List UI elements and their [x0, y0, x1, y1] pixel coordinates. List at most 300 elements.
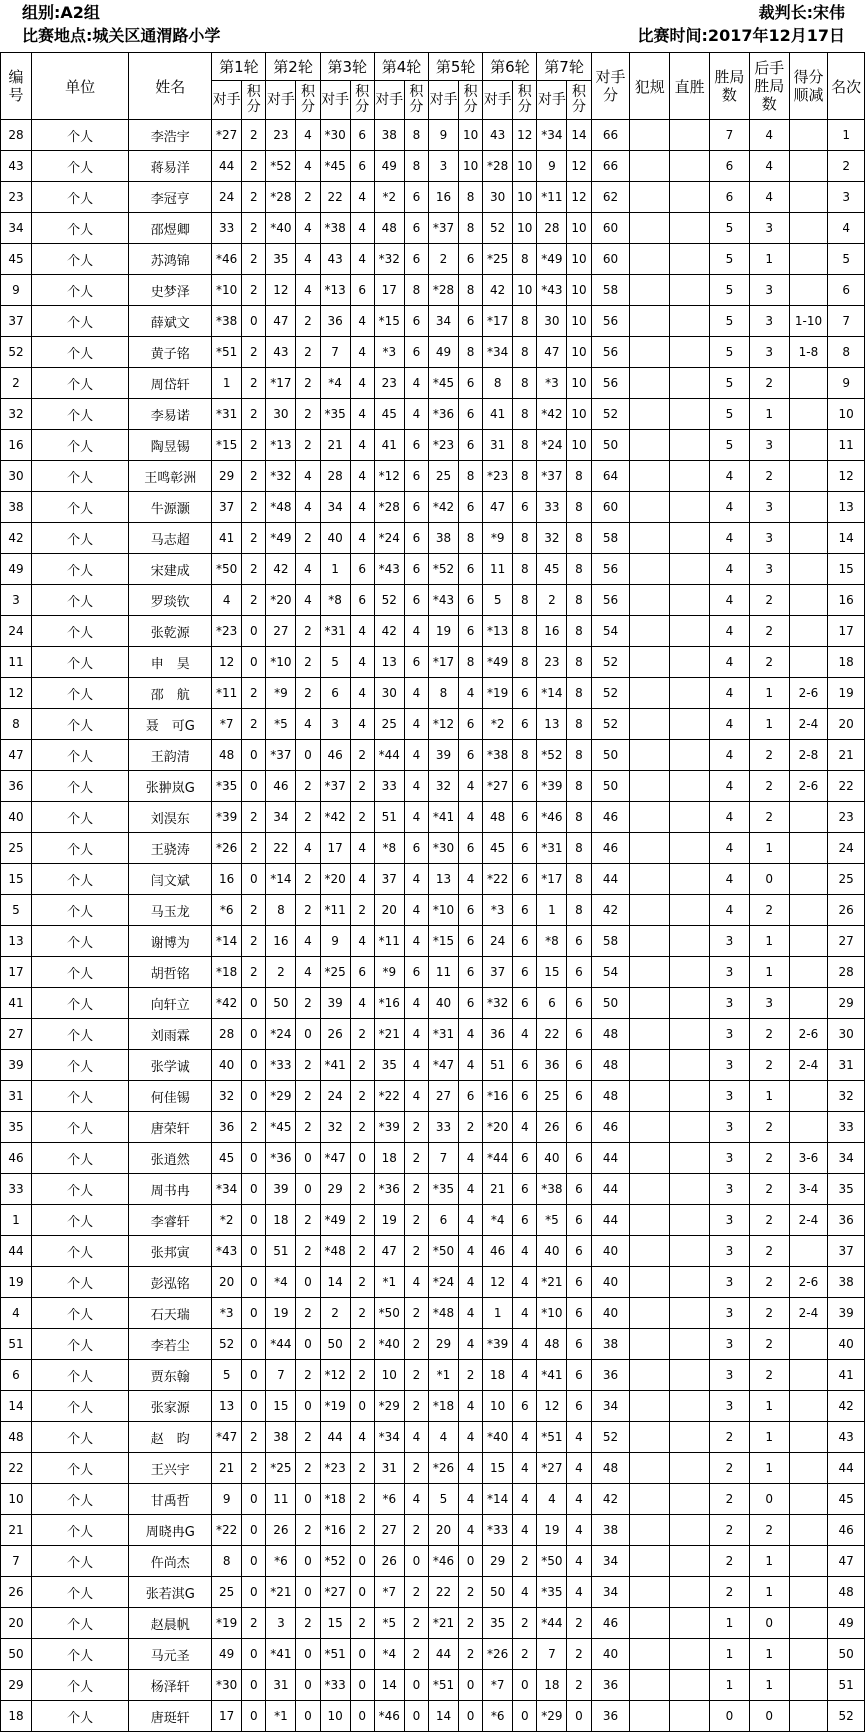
cell-round-2-score: 4 — [296, 709, 320, 740]
cell-round-3-score: 2 — [350, 1050, 374, 1081]
cell-foul — [630, 399, 670, 430]
cell-opponent-total: 56 — [591, 554, 630, 585]
cell-round-3-score: 6 — [350, 585, 374, 616]
cell-rank: 51 — [828, 1670, 865, 1701]
cell-round-2-score: 4 — [296, 244, 320, 275]
cell-number: 25 — [1, 833, 32, 864]
cell-direct-win — [670, 1360, 710, 1391]
cell-number: 7 — [1, 1546, 32, 1577]
cell-round-4-score: 4 — [404, 709, 428, 740]
cell-foul — [630, 1484, 670, 1515]
cell-round-7-opponent: 16 — [537, 616, 567, 647]
cell-rank: 9 — [828, 368, 865, 399]
cell-round-6-score: 8 — [513, 740, 537, 771]
cell-round-7-score: 8 — [567, 678, 591, 709]
cell-name: 李易诺 — [129, 399, 212, 430]
cell-round-7-opponent: *42 — [537, 399, 567, 430]
cell-round-1-score: 0 — [242, 1236, 266, 1267]
cell-opponent-total: 48 — [591, 1050, 630, 1081]
cell-opponent-total: 50 — [591, 740, 630, 771]
cell-round-1-score: 2 — [242, 1453, 266, 1484]
cell-round-5-score: 6 — [458, 554, 482, 585]
cell-back-wins: 1 — [749, 926, 789, 957]
cell-round-2-opponent: *28 — [266, 182, 296, 213]
cell-round-3-opponent: *51 — [320, 1639, 350, 1670]
cell-round-7-score: 6 — [567, 1267, 591, 1298]
cell-back-wins: 1 — [749, 957, 789, 988]
cell-round-4-opponent: 37 — [374, 864, 404, 895]
cell-direct-win — [670, 554, 710, 585]
cell-score-reduce — [789, 554, 828, 585]
cell-round-2-opponent: 15 — [266, 1391, 296, 1422]
cell-rank: 27 — [828, 926, 865, 957]
cell-unit: 个人 — [31, 337, 128, 368]
cell-foul — [630, 709, 670, 740]
cell-opponent-total: 36 — [591, 1360, 630, 1391]
cell-unit: 个人 — [31, 802, 128, 833]
cell-opponent-total: 54 — [591, 616, 630, 647]
cell-name: 李冠亨 — [129, 182, 212, 213]
cell-round-1-score: 2 — [242, 182, 266, 213]
cell-round-6-score: 8 — [513, 337, 537, 368]
cell-round-5-opponent: *37 — [429, 213, 459, 244]
cell-wins: 3 — [710, 1298, 750, 1329]
cell-round-4-score: 4 — [404, 1081, 428, 1112]
cell-round-2-score: 0 — [296, 1391, 320, 1422]
cell-round-4-score: 2 — [404, 1391, 428, 1422]
cell-back-wins: 2 — [749, 647, 789, 678]
cell-number: 31 — [1, 1081, 32, 1112]
cell-round-2-score: 4 — [296, 151, 320, 182]
cell-score-reduce: 2-4 — [789, 1205, 828, 1236]
cell-unit: 个人 — [31, 1236, 128, 1267]
cell-direct-win — [670, 399, 710, 430]
cell-round-7-opponent: 4 — [537, 1484, 567, 1515]
cell-round-5-opponent: 4 — [429, 1422, 459, 1453]
cell-round-7-score: 8 — [567, 802, 591, 833]
cell-round-4-score: 2 — [404, 1577, 428, 1608]
cell-round-3-opponent: 32 — [320, 1112, 350, 1143]
cell-round-6-opponent: *2 — [483, 709, 513, 740]
cell-round-2-score: 2 — [296, 337, 320, 368]
col-header-direct-win: 直胜 — [670, 53, 710, 120]
cell-round-7-score: 6 — [567, 926, 591, 957]
cell-name: 张乾源 — [129, 616, 212, 647]
cell-round-5-opponent: *31 — [429, 1019, 459, 1050]
cell-number: 32 — [1, 399, 32, 430]
cell-round-7-score: 8 — [567, 585, 591, 616]
cell-round-1-opponent: 9 — [212, 1484, 242, 1515]
cell-round-3-opponent: *4 — [320, 368, 350, 399]
cell-round-1-score: 0 — [242, 771, 266, 802]
cell-direct-win — [670, 802, 710, 833]
col-header-back-wins: 后手胜局数 — [749, 53, 789, 120]
cell-name: 贾东翰 — [129, 1360, 212, 1391]
cell-name: 谢博为 — [129, 926, 212, 957]
cell-round-1-score: 0 — [242, 1515, 266, 1546]
cell-round-1-opponent: 21 — [212, 1453, 242, 1484]
cell-number: 8 — [1, 709, 32, 740]
cell-round-5-opponent: 6 — [429, 1205, 459, 1236]
cell-direct-win — [670, 1515, 710, 1546]
cell-round-2-opponent: 8 — [266, 895, 296, 926]
cell-round-4-opponent: *4 — [374, 1639, 404, 1670]
cell-direct-win — [670, 213, 710, 244]
cell-name: 李睿轩 — [129, 1205, 212, 1236]
cell-round-1-score: 2 — [242, 1422, 266, 1453]
col-header-opponent: 对手 — [429, 81, 459, 120]
cell-round-5-score: 6 — [458, 895, 482, 926]
cell-round-2-opponent: 47 — [266, 306, 296, 337]
cell-round-4-opponent: 14 — [374, 1670, 404, 1701]
table-row — [1, 523, 865, 554]
cell-round-3-score: 2 — [350, 802, 374, 833]
cell-round-6-score: 10 — [513, 151, 537, 182]
cell-back-wins: 3 — [749, 213, 789, 244]
cell-round-5-score: 0 — [458, 1670, 482, 1701]
cell-wins: 4 — [710, 864, 750, 895]
cell-unit: 个人 — [31, 1608, 128, 1639]
table-row — [1, 1112, 865, 1143]
cell-back-wins: 1 — [749, 678, 789, 709]
cell-round-6-opponent: *23 — [483, 461, 513, 492]
cell-round-4-opponent: *6 — [374, 1484, 404, 1515]
cell-round-3-opponent: 34 — [320, 492, 350, 523]
cell-round-7-score: 6 — [567, 1112, 591, 1143]
cell-round-4-score: 2 — [404, 1608, 428, 1639]
cell-number: 22 — [1, 1453, 32, 1484]
cell-unit: 个人 — [31, 1391, 128, 1422]
cell-round-5-score: 6 — [458, 399, 482, 430]
cell-round-5-score: 8 — [458, 182, 482, 213]
cell-round-6-opponent: *20 — [483, 1112, 513, 1143]
cell-round-7-opponent: *3 — [537, 368, 567, 399]
cell-round-6-score: 12 — [513, 120, 537, 151]
cell-unit: 个人 — [31, 1701, 128, 1732]
cell-foul — [630, 1329, 670, 1360]
cell-round-4-score: 4 — [404, 1050, 428, 1081]
cell-round-1-score: 2 — [242, 337, 266, 368]
cell-foul — [630, 1670, 670, 1701]
table-row — [1, 244, 865, 275]
cell-round-3-score: 4 — [350, 926, 374, 957]
cell-opponent-total: 66 — [591, 120, 630, 151]
cell-round-3-score: 0 — [350, 1639, 374, 1670]
cell-round-3-opponent: 26 — [320, 1019, 350, 1050]
venue-label: 比赛地点:城关区通渭路小学 — [22, 26, 221, 45]
cell-round-7-score: 10 — [567, 337, 591, 368]
cell-round-1-score: 2 — [242, 523, 266, 554]
cell-round-5-opponent: 14 — [429, 1701, 459, 1732]
cell-number: 30 — [1, 461, 32, 492]
cell-round-1-score: 0 — [242, 1298, 266, 1329]
cell-round-7-opponent: 13 — [537, 709, 567, 740]
group-label: 组别:A2组 — [22, 3, 100, 22]
cell-round-6-opponent: *44 — [483, 1143, 513, 1174]
cell-round-7-score: 14 — [567, 120, 591, 151]
cell-foul — [630, 1081, 670, 1112]
cell-round-6-score: 8 — [513, 523, 537, 554]
cell-wins: 3 — [710, 1267, 750, 1298]
cell-foul — [630, 368, 670, 399]
cell-round-5-opponent: *43 — [429, 585, 459, 616]
cell-round-3-opponent: *38 — [320, 213, 350, 244]
cell-round-1-score: 0 — [242, 1360, 266, 1391]
cell-direct-win — [670, 1174, 710, 1205]
cell-round-6-opponent: 46 — [483, 1236, 513, 1267]
cell-score-reduce — [789, 461, 828, 492]
cell-round-5-score: 8 — [458, 213, 482, 244]
cell-round-2-opponent: 43 — [266, 337, 296, 368]
cell-round-6-score: 6 — [513, 1174, 537, 1205]
cell-round-1-opponent: *23 — [212, 616, 242, 647]
cell-round-7-opponent: *10 — [537, 1298, 567, 1329]
col-header-foul: 犯规 — [630, 53, 670, 120]
table-row — [1, 1453, 865, 1484]
cell-round-6-opponent: *16 — [483, 1081, 513, 1112]
cell-round-4-score: 2 — [404, 1453, 428, 1484]
cell-back-wins: 1 — [749, 1577, 789, 1608]
cell-round-7-score: 8 — [567, 554, 591, 585]
cell-round-1-opponent: *51 — [212, 337, 242, 368]
cell-round-4-opponent: *40 — [374, 1329, 404, 1360]
cell-unit: 个人 — [31, 554, 128, 585]
cell-round-3-opponent: *37 — [320, 771, 350, 802]
cell-round-7-opponent: *37 — [537, 461, 567, 492]
cell-unit: 个人 — [31, 616, 128, 647]
cell-round-2-opponent: 38 — [266, 1422, 296, 1453]
cell-round-1-opponent: 24 — [212, 182, 242, 213]
cell-unit: 个人 — [31, 740, 128, 771]
cell-wins: 3 — [710, 1112, 750, 1143]
cell-round-7-opponent: *35 — [537, 1577, 567, 1608]
cell-round-6-score: 8 — [513, 585, 537, 616]
cell-round-4-score: 2 — [404, 1236, 428, 1267]
cell-number: 40 — [1, 802, 32, 833]
cell-round-7-score: 4 — [567, 1484, 591, 1515]
cell-round-7-opponent: 48 — [537, 1329, 567, 1360]
cell-round-7-score: 8 — [567, 771, 591, 802]
cell-back-wins: 1 — [749, 1081, 789, 1112]
cell-round-2-opponent: *48 — [266, 492, 296, 523]
cell-back-wins: 2 — [749, 1236, 789, 1267]
cell-round-3-score: 4 — [350, 523, 374, 554]
cell-round-2-opponent: 19 — [266, 1298, 296, 1329]
cell-round-5-opponent: 38 — [429, 523, 459, 554]
cell-round-2-opponent: *4 — [266, 1267, 296, 1298]
cell-rank: 14 — [828, 523, 865, 554]
cell-number: 37 — [1, 306, 32, 337]
cell-round-3-score: 4 — [350, 430, 374, 461]
cell-back-wins: 0 — [749, 864, 789, 895]
cell-round-5-opponent: 7 — [429, 1143, 459, 1174]
cell-round-6-opponent: *33 — [483, 1515, 513, 1546]
cell-round-2-score: 2 — [296, 771, 320, 802]
cell-round-2-score: 2 — [296, 1236, 320, 1267]
cell-score-reduce — [789, 1701, 828, 1732]
cell-opponent-total: 46 — [591, 833, 630, 864]
cell-direct-win — [670, 957, 710, 988]
cell-back-wins: 2 — [749, 802, 789, 833]
cell-name: 王鸣彰洲 — [129, 461, 212, 492]
cell-round-2-score: 4 — [296, 585, 320, 616]
cell-round-1-score: 2 — [242, 120, 266, 151]
cell-number: 9 — [1, 275, 32, 306]
cell-round-3-score: 4 — [350, 616, 374, 647]
cell-opponent-total: 36 — [591, 1670, 630, 1701]
cell-round-7-opponent: *43 — [537, 275, 567, 306]
cell-round-3-opponent: 17 — [320, 833, 350, 864]
cell-round-3-opponent: *31 — [320, 616, 350, 647]
cell-round-1-opponent: 49 — [212, 1639, 242, 1670]
cell-opponent-total: 52 — [591, 1422, 630, 1453]
cell-direct-win — [670, 585, 710, 616]
cell-number: 12 — [1, 678, 32, 709]
cell-back-wins: 3 — [749, 492, 789, 523]
cell-round-7-opponent: *5 — [537, 1205, 567, 1236]
cell-rank: 30 — [828, 1019, 865, 1050]
cell-wins: 3 — [710, 1050, 750, 1081]
cell-round-1-opponent: *46 — [212, 244, 242, 275]
cell-round-2-opponent: 50 — [266, 988, 296, 1019]
cell-round-2-opponent: 35 — [266, 244, 296, 275]
cell-round-4-score: 4 — [404, 864, 428, 895]
cell-round-2-score: 2 — [296, 678, 320, 709]
table-row — [1, 1267, 865, 1298]
cell-round-6-score: 2 — [513, 1639, 537, 1670]
cell-name: 黄子铭 — [129, 337, 212, 368]
cell-round-1-score: 0 — [242, 647, 266, 678]
cell-round-5-score: 4 — [458, 1174, 482, 1205]
cell-round-2-score: 0 — [296, 1143, 320, 1174]
cell-rank: 7 — [828, 306, 865, 337]
cell-round-6-opponent: 37 — [483, 957, 513, 988]
cell-round-3-score: 2 — [350, 1360, 374, 1391]
cell-wins: 6 — [710, 182, 750, 213]
cell-round-2-opponent: *49 — [266, 523, 296, 554]
cell-round-6-opponent: 21 — [483, 1174, 513, 1205]
cell-opponent-total: 48 — [591, 1081, 630, 1112]
cell-round-6-opponent: 43 — [483, 120, 513, 151]
cell-round-6-opponent: 12 — [483, 1267, 513, 1298]
cell-wins: 2 — [710, 1484, 750, 1515]
cell-round-2-opponent: *5 — [266, 709, 296, 740]
cell-opponent-total: 34 — [591, 1546, 630, 1577]
cell-round-4-opponent: *46 — [374, 1701, 404, 1732]
cell-round-7-opponent: *51 — [537, 1422, 567, 1453]
cell-round-4-opponent: *2 — [374, 182, 404, 213]
cell-round-3-score: 2 — [350, 1174, 374, 1205]
cell-round-7-score: 10 — [567, 213, 591, 244]
cell-round-3-score: 4 — [350, 864, 374, 895]
cell-round-3-opponent: 50 — [320, 1329, 350, 1360]
cell-wins: 4 — [710, 523, 750, 554]
cell-unit: 个人 — [31, 864, 128, 895]
cell-score-reduce — [789, 275, 828, 306]
table-row — [1, 182, 865, 213]
cell-score-reduce — [789, 1608, 828, 1639]
cell-rank: 40 — [828, 1329, 865, 1360]
cell-wins: 2 — [710, 1515, 750, 1546]
cell-round-4-opponent: 10 — [374, 1360, 404, 1391]
cell-round-7-score: 10 — [567, 368, 591, 399]
table-row — [1, 1701, 865, 1732]
cell-number: 46 — [1, 1143, 32, 1174]
cell-round-6-opponent: 1 — [483, 1298, 513, 1329]
cell-round-1-opponent: *22 — [212, 1515, 242, 1546]
cell-foul — [630, 1546, 670, 1577]
cell-round-5-opponent: *23 — [429, 430, 459, 461]
cell-round-2-score: 2 — [296, 1453, 320, 1484]
cell-round-4-opponent: *34 — [374, 1422, 404, 1453]
cell-foul — [630, 1515, 670, 1546]
cell-back-wins: 1 — [749, 1453, 789, 1484]
cell-foul — [630, 461, 670, 492]
cell-foul — [630, 1639, 670, 1670]
cell-foul — [630, 1112, 670, 1143]
cell-round-4-opponent: 51 — [374, 802, 404, 833]
cell-wins: 5 — [710, 368, 750, 399]
cell-round-3-opponent: *52 — [320, 1546, 350, 1577]
cell-round-4-score: 2 — [404, 1329, 428, 1360]
cell-foul — [630, 1205, 670, 1236]
cell-round-2-score: 2 — [296, 1205, 320, 1236]
cell-number: 49 — [1, 554, 32, 585]
cell-unit: 个人 — [31, 1515, 128, 1546]
cell-opponent-total: 66 — [591, 151, 630, 182]
table-row — [1, 1050, 865, 1081]
cell-round-7-score: 4 — [567, 1515, 591, 1546]
cell-round-3-opponent: *49 — [320, 1205, 350, 1236]
cell-number: 16 — [1, 430, 32, 461]
cell-round-2-score: 2 — [296, 306, 320, 337]
cell-name: 张若淇G — [129, 1577, 212, 1608]
cell-round-5-score: 4 — [458, 1329, 482, 1360]
cell-round-2-score: 2 — [296, 1608, 320, 1639]
cell-round-2-opponent: *1 — [266, 1701, 296, 1732]
cell-round-7-opponent: 6 — [537, 988, 567, 1019]
cell-foul — [630, 213, 670, 244]
cell-round-3-score: 0 — [350, 1701, 374, 1732]
cell-round-1-score: 0 — [242, 1639, 266, 1670]
cell-wins: 2 — [710, 1422, 750, 1453]
cell-back-wins: 1 — [749, 709, 789, 740]
cell-name: 苏鸿锦 — [129, 244, 212, 275]
cell-round-4-score: 4 — [404, 616, 428, 647]
cell-round-4-opponent: 47 — [374, 1236, 404, 1267]
cell-round-3-opponent: *11 — [320, 895, 350, 926]
cell-wins: 3 — [710, 1081, 750, 1112]
cell-round-6-score: 6 — [513, 926, 537, 957]
cell-round-4-opponent: 41 — [374, 430, 404, 461]
cell-foul — [630, 430, 670, 461]
cell-round-5-opponent: 27 — [429, 1081, 459, 1112]
cell-round-4-score: 0 — [404, 1670, 428, 1701]
cell-score-reduce — [789, 1391, 828, 1422]
cell-round-4-score: 4 — [404, 1267, 428, 1298]
cell-foul — [630, 864, 670, 895]
table-row — [1, 988, 865, 1019]
cell-round-6-opponent: 31 — [483, 430, 513, 461]
cell-round-2-opponent: 23 — [266, 120, 296, 151]
cell-round-6-opponent: 29 — [483, 1546, 513, 1577]
cell-round-2-opponent: *33 — [266, 1050, 296, 1081]
cell-round-7-opponent: 26 — [537, 1112, 567, 1143]
cell-round-1-opponent: 33 — [212, 213, 242, 244]
cell-round-7-score: 8 — [567, 647, 591, 678]
cell-direct-win — [670, 1081, 710, 1112]
cell-round-2-opponent: 11 — [266, 1484, 296, 1515]
